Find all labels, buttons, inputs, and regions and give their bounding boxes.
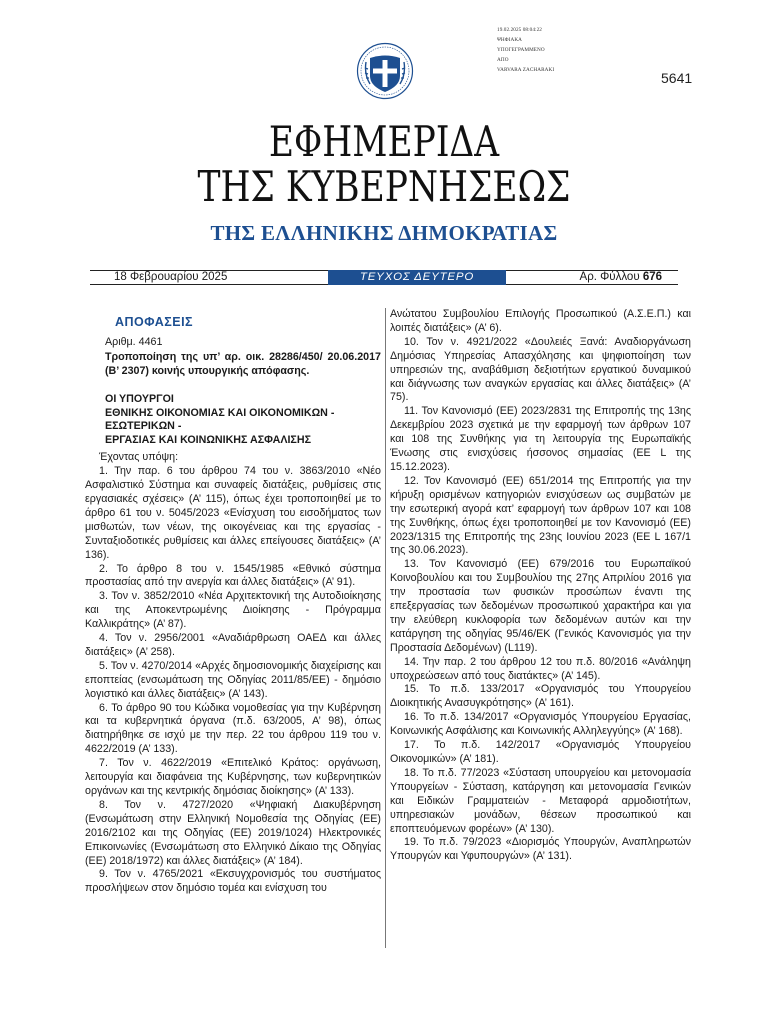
section-title: ΑΠΟΦΑΣΕΙΣ	[115, 315, 194, 329]
decision-number: Αριθμ. 4461	[105, 335, 163, 348]
signature-line: 19.02.2025 08:04:22	[497, 27, 542, 33]
sheet-number: 676	[642, 271, 662, 283]
right-column	[390, 308, 691, 864]
issuing-authority	[105, 393, 381, 449]
paragraph: 18. Το π.δ. 77/2023 «Σύσταση υπουργείου και μετονομασία Υπουργείων - Σύσταση, κατάργηση και μετονομασία Γενικών και Ειδικών Γραμματειών - Μεταφορά αρμοδιοτήτων, υπηρεσιακών μονάδων, θέσεων προσωπικού και εποπτευόμενων φορέων» (Α’ 130).	[390, 766, 691, 835]
left-column	[85, 308, 381, 896]
authority-line: ΕΘΝΙΚΗΣ ΟΙΚΟΝΟΜΙΑΣ ΚΑΙ ΟΙΚΟΝΟΜΙΚΩΝ -	[105, 406, 335, 419]
paragraph: 15. Το π.δ. 133/2017 «Οργανισμός του Υπουργείου Διοικητικής Ανασυγκρότησης» (Α’ 161).	[390, 683, 691, 710]
authority-line: ΟΙ ΥΠΟΥΡΓΟΙ	[105, 392, 174, 405]
signature-line: ΑΠΟ	[497, 57, 509, 63]
authority-line: ΕΡΓΑΣΙΑΣ ΚΑΙ ΚΟΙΝΩΝΙΚΗΣ ΑΣΦΑΛΙΣΗΣ	[105, 434, 311, 447]
paragraph: 13. Τον Κανονισμό (ΕΕ) 679/2016 του Ευρωπαϊκού Κοινοβουλίου και του Συμβουλίου της 27ης Απριλίου 2016 για την προστασία των φυσικών προσώπων έναντι της επεξεργασίας των δεδομένων προσωπικού χαρακτήρα και για την ελεύθερη κυκλοφορία των δεδομένων αυτών και την κατάργηση της οδηγίας 95/46/ΕΚ (Γενικός Κανονισμός για την Προστασία Δεδομένων) (L119).	[390, 558, 691, 654]
paragraph: 2. Το άρθρο 8 του ν. 1545/1985 «Εθνικό σύστημα προστασίας από την ανεργία και άλλες διατάξεις» (Α’ 91).	[85, 562, 381, 589]
digital-signature-stamp	[497, 25, 554, 75]
authority-line: ΕΣΩΤΕΡΙΚΩΝ -	[105, 420, 182, 433]
intro-text: Έχοντας υπόψη:	[99, 451, 179, 464]
decision-title: Τροποποίηση της υπ’ αρ. οικ. 28286/450/ 20.06.2017 (Β’ 2307) κοινής υπουργικής απόφασης.	[105, 350, 381, 377]
decision-header	[105, 336, 381, 448]
paragraph: 16. Το π.δ. 134/2017 «Οργανισμός Υπουργείου Εργασίας, Κοινωνικής Ασφάλισης και Κοινωνικής Αλληλεγγύης» (Α’ 168).	[390, 711, 691, 738]
paragraph: 10. Τον ν. 4921/2022 «Δουλειές Ξανά: Αναδιοργάνωση Δημόσιας Υπηρεσίας Απασχόλησης και ψηφιοποίηση των υπηρεσιών της, αναβάθμιση δεξιοτήτων εργατικού δυναμικού και διάγνωσης των αναγκών εργασίας και άλλες διατάξεις» (Α’ 75).	[390, 335, 691, 404]
issue-sheet-number	[580, 270, 662, 285]
signature-line: ΨΗΦΙΑΚΑ	[497, 37, 523, 43]
paragraph: 8. Τον ν. 4727/2020 «Ψηφιακή Διακυβέρνηση (Ενσωμάτωση στην Ελληνική Νομοθεσία της Οδηγίας (ΕΕ) 2016/2102 και της Οδηγίας (ΕΕ) 2019/1024) Ηλεκτρονικές Επικοινωνίες (Ενσωμάτωση στο Ελληνικό Δίκαιο της Οδηγίας (ΕΕ) 2018/1972) και άλλες διατάξεις» (Α’ 184).	[85, 798, 381, 867]
greek-coat-of-arms-icon	[356, 42, 414, 100]
issue-info-bar	[90, 270, 678, 285]
paragraph: 12. Τον Κανονισμό (ΕΕ) 651/2014 της Επιτροπής για την κήρυξη ορισμένων κατηγοριών ενισχύσεων ως συμβατών με την εσωτερική αγορά κατ’ εφαρμογή των άρθρων 107 και 108 της Συνθήκης, όπως έχει τροποποιηθεί με τον Κανονισμό (ΕΕ) 2023/1315 της Επιτροπής της 23ης Ιουνίου 2023 (EE L 167/1 της 30.06.2023).	[390, 474, 691, 557]
paragraph: Ανώτατου Συμβουλίου Επιλογής Προσωπικού (Α.Σ.Ε.Π.) και λοιπές διατάξεις» (Α’ 6).	[390, 308, 691, 334]
column-divider	[385, 308, 386, 948]
paragraph: 4. Τον ν. 2956/2001 «Αναδιάρθρωση ΟΑΕΔ και άλλες διατάξεις» (Α’ 258).	[85, 632, 381, 658]
page-number: 5641	[661, 70, 693, 86]
paragraph: 14. Την παρ. 2 του άρθρου 12 του π.δ. 80/2016 «Ανάληψη υποχρεώσεων από τους διατάκτες» (Α’ 145).	[390, 655, 691, 682]
paragraph: 9. Τον ν. 4765/2021 «Εκσυγχρονισμός του συστήματος προσλήψεων στον δημόσιο τομέα και ενίσχυση του	[85, 868, 381, 895]
paragraph: 17. Το π.δ. 142/2017 «Οργανισμός Υπουργείου Οικονομικών» (Α’ 181).	[390, 739, 691, 765]
signature-line: ΥΠΟΓΕΓΡΑΜΜΕΝΟ	[497, 47, 545, 53]
gazette-title-line-1: ΕΦΗΜΕΡΙΔΑ	[268, 117, 500, 166]
signature-line: VARVARA ZACHARAKI	[497, 67, 555, 73]
gazette-subtitle: ΤΗΣ ΕΛΛΗΝΙΚΗΣ ΔΗΜΟΚΡΑΤΙΑΣ	[210, 221, 558, 245]
issue-date: 18 Φεβρουαρίου 2025	[114, 271, 228, 283]
paragraph: 5. Τον ν. 4270/2014 «Αρχές δημοσιονομικής διαχείρισης και εποπτείας (ενσωμάτωση της Οδηγίας 2011/85/ΕΕ) - δημόσιο λογιστικό και άλλες διατάξεις» (Α’ 143).	[85, 659, 381, 700]
gazette-title-line-2: ΤΗΣ ΚΥΒΕΡΝΗΣΕΩΣ	[197, 162, 571, 211]
paragraph: 1. Την παρ. 6 του άρθρου 74 του ν. 3863/2010 «Νέο Ασφαλιστικό Σύστημα και συναφείς διατάξεις, ρυθμίσεις στις εργασιακές σχέσεις» (Α’ 115), όπως έχει τροποποιηθεί με το άρθρο 61 του ν. 5045/2023 «Ενίσχυση του εισοδήματος των μισθωτών, των νέων, της οικογένειας και της εργασίας - Συνταξιοδοτικές ρυθμίσεις και άλλες επείγουσες διατάξεις» (Α’ 136).	[85, 465, 381, 561]
paragraph: 3. Τον ν. 3852/2010 «Νέα Αρχιτεκτονική της Αυτοδιοίκησης και της Αποκεντρωμένης Διοίκησης - Πρόγραμμα Καλλικράτης» (Α’ 87).	[85, 590, 381, 631]
paragraph: 6. Το άρθρο 90 του Κώδικα νομοθεσίας για την Κυβέρνηση και τα κυβερνητικά όργανα (π.δ. 63/2005, Α’ 98), όπως διατηρήθηκε σε ισχύ με την περ. 22 του άρθρου 119 του ν. 4622/2019 (Α’ 133).	[85, 701, 381, 756]
sheet-label: Αρ. Φύλλου	[579, 271, 640, 283]
paragraph: 7. Τον ν. 4622/2019 «Επιτελικό Κράτος: οργάνωση, λειτουργία και διαφάνεια της Κυβέρνησης, των κυβερνητικών οργάνων και της κεντρικής δημόσιας διοίκησης» (Α’ 133).	[85, 757, 381, 797]
paragraph: 11. Τον Κανονισμό (ΕΕ) 2023/2831 της Επιτροπής της 13ης Δεκεμβρίου 2023 σχετικά με την εφαρμογή των άρθρων 107 και 108 της Συνθήκης για τη λειτουργία της Ευρωπαϊκής Ένωσης στις ενισχύσεις ήσσονος σημασίας (EE L της 15.12.2023).	[390, 405, 691, 473]
paragraph: 19. Το π.δ. 79/2023 «Διορισμός Υπουργών, Αναπληρωτών Υπουργών και Υφυπουργών» (Α’ 131).	[390, 836, 691, 863]
issue-series-band: ΤΕΥΧΟΣ ΔΕΥΤΕΡΟ	[328, 270, 506, 285]
